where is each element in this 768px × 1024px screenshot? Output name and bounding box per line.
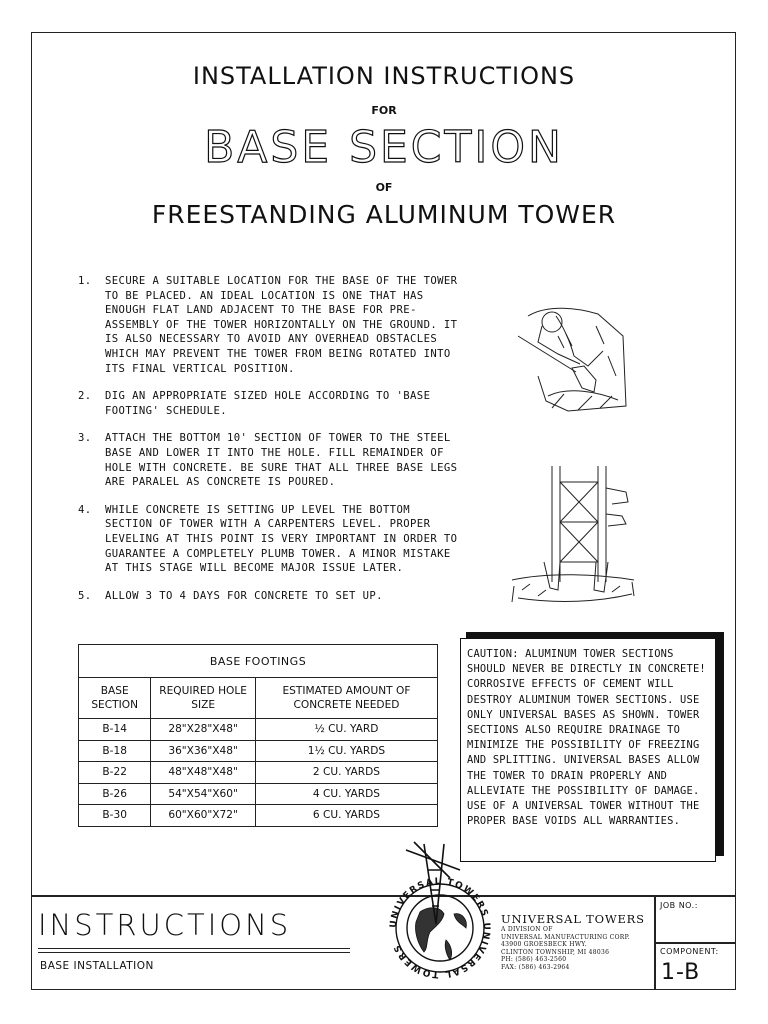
digging-illustration — [508, 296, 638, 424]
company-line: FAX: (586) 463-2964 — [501, 963, 570, 971]
job-number-label: JOB NO.: — [660, 901, 698, 910]
title-line-3: FREESTANDING ALUMINUM TOWER — [151, 200, 617, 229]
instruction-steps — [78, 274, 463, 616]
table-cell: 4 CU. YARDS — [255, 783, 437, 805]
table-row — [79, 719, 438, 741]
step-text: WHILE CONCRETE IS SETTING UP LEVEL THE BOTTOM SECTION OF TOWER WITH A CARPENTERS LEVEL. PROPER LEVELING AT THIS POINT IS VERY IMPORTANT IN ORDER TO GUARANTEE A COMPLETELY PLUMB TOWER. A MINOR MISTAKE AT THIS STAGE WILL BECOME MAJOR ISSUE LATER. — [105, 503, 458, 575]
table-row — [79, 805, 438, 827]
leveling-illustration — [508, 462, 638, 610]
title-line-2: BASE SECTION — [204, 122, 564, 173]
document-subtitle: BASE INSTALLATION — [40, 960, 154, 972]
logo-ring-text: UNIVERSAL TOWERS UNIVERSAL TOWERS — [388, 876, 492, 980]
step-text: ALLOW 3 TO 4 DAYS FOR CONCRETE TO SET UP. — [105, 589, 383, 602]
caution-box: CAUTION: ALUMINUM TOWER SECTIONS SHOULD NEVER BE DIRECTLY IN CONCRETE! CORROSIVE EFFECTS OF CEMENT WILL DESTROY ALUMINUM TOWER SECTIONS. USE ONLY UNIVERSAL BASES AS SHOWN. TOWER SECTIONS ALSO REQUIRE DRAINAGE TO MINIMIZE THE POSSIBILITY OF FREEZING AND SPLITTING. UNIVERSAL BASES ALLOW THE TOWER TO DRAIN PROPERLY AND ALLEVIATE THE POSSIBILITY OF DAMAGE. USE OF A UNIVERSAL TOWER WITHOUT THE PROPER BASE VOIDS ALL WARRANTIES. — [460, 638, 716, 862]
table-cell: 48"X48"X48" — [151, 762, 256, 784]
table-cell: B-22 — [79, 762, 151, 784]
column-header: BASE SECTION — [79, 678, 151, 719]
title-for: FOR — [371, 104, 397, 117]
table-cell: B-14 — [79, 719, 151, 741]
base-footings-table — [78, 644, 438, 827]
title-of: OF — [375, 181, 393, 194]
step-item: 2. DIG AN APPROPRIATE SIZED HOLE ACCORDING TO 'BASE FOOTING' SCHEDULE. — [78, 390, 431, 417]
table-cell: 2 CU. YARDS — [255, 762, 437, 784]
table-cell: ½ CU. YARD — [255, 719, 437, 741]
table-row — [79, 740, 438, 762]
step-item: 5. ALLOW 3 TO 4 DAYS FOR CONCRETE TO SET UP. — [78, 589, 383, 602]
step-item: 3. ATTACH THE BOTTOM 10' SECTION OF TOWER TO THE STEEL BASE AND LOWER IT INTO THE HOLE. FILL REMAINDER OF HOLE WITH CONCRETE. BE SURE THAT ALL THREE BASE LEGS ARE PARALEL AS CONCRETE IS POURED. — [78, 432, 458, 489]
document-type: INSTRUCTIONS — [38, 908, 292, 942]
company-line: PH: (586) 463-2560 — [501, 956, 567, 963]
component-label: COMPONENT: — [660, 947, 719, 956]
step-text: DIG AN APPROPRIATE SIZED HOLE ACCORDING TO 'BASE FOOTING' SCHEDULE. — [105, 390, 431, 417]
table-cell: 36"X36"X48" — [151, 740, 256, 762]
company-info — [501, 912, 645, 971]
column-header: REQUIRED HOLE SIZE — [151, 678, 256, 719]
instructions-underline-2 — [38, 952, 350, 953]
job-component-divider — [654, 942, 736, 944]
table-cell: B-26 — [79, 783, 151, 805]
universal-towers-logo — [384, 840, 496, 980]
table-cell: 54"X54"X60" — [151, 783, 256, 805]
step-text: SECURE A SUITABLE LOCATION FOR THE BASE OF THE TOWER TO BE PLACED. AN IDEAL LOCATION IS ONE THAT HAS ENOUGH FLAT LAND ADJACENT TO THE BASE FOR PRE-ASSEMBLY OF THE TOWER HORIZONTALLY ON THE GROUND. IT IS ALSO NECESSARY TO AVOID ANY OVERHEAD OBSTACLES WHICH MAY PREVENT THE TOWER FROM BEING ROTATED INTO ITS FINAL VERTICAL POSITION. — [105, 275, 458, 375]
company-line: UNIVERSAL MANUFACTURING CORP. — [501, 933, 630, 941]
column-header: ESTIMATED AMOUNT OF CONCRETE NEEDED — [255, 678, 437, 719]
table-cell: B-30 — [79, 805, 151, 827]
company-line: 43900 GROESBECK HWY. — [501, 941, 587, 948]
step-item: 1. SECURE A SUITABLE LOCATION FOR THE BASE OF THE TOWER TO BE PLACED. AN IDEAL LOCATION IS ONE THAT HAS ENOUGH FLAT LAND ADJACENT TO THE BASE FOR PRE-ASSEMBLY OF THE TOWER HORIZONTALLY ON THE GROUND. IT IS ALSO NECESSARY TO AVOID ANY OVERHEAD OBSTACLES WHICH MAY PREVENT THE TOWER FROM BEING ROTATED INTO ITS FINAL VERTICAL POSITION. — [78, 275, 458, 375]
instructions-underline — [38, 948, 350, 949]
table-row — [79, 783, 438, 805]
table-caption: BASE FOOTINGS — [79, 645, 438, 678]
table-cell: 60"X60"X72" — [151, 805, 256, 827]
title-line-1: INSTALLATION INSTRUCTIONS — [192, 62, 576, 90]
step-item: 4. WHILE CONCRETE IS SETTING UP LEVEL THE BOTTOM SECTION OF TOWER WITH A CARPENTERS LEVEL. PROPER LEVELING AT THIS POINT IS VERY IMPORTANT IN ORDER TO GUARANTEE A COMPLETELY PLUMB TOWER. A MINOR MISTAKE AT THIS STAGE WILL BECOME MAJOR ISSUE LATER. — [78, 503, 458, 575]
company-line: A DIVISION OF — [501, 926, 553, 933]
table-cell: B-18 — [79, 740, 151, 762]
table-cell: 6 CU. YARDS — [255, 805, 437, 827]
table-row — [79, 762, 438, 784]
table-cell: 28"X28"X48" — [151, 719, 256, 741]
company-name: UNIVERSAL TOWERS — [501, 912, 645, 926]
component-value: 1-B — [661, 960, 701, 985]
table-cell: 1½ CU. YARDS — [255, 740, 437, 762]
company-line: CLINTON TOWNSHIP, MI 48036 — [501, 948, 610, 956]
table-header-row — [79, 678, 438, 719]
step-text: ATTACH THE BOTTOM 10' SECTION OF TOWER TO THE STEEL BASE AND LOWER IT INTO THE HOLE. FILL REMAINDER OF HOLE WITH CONCRETE. BE SURE THAT ALL THREE BASE LEGS ARE PARALEL AS CONCRETE IS POURED. — [105, 432, 458, 489]
